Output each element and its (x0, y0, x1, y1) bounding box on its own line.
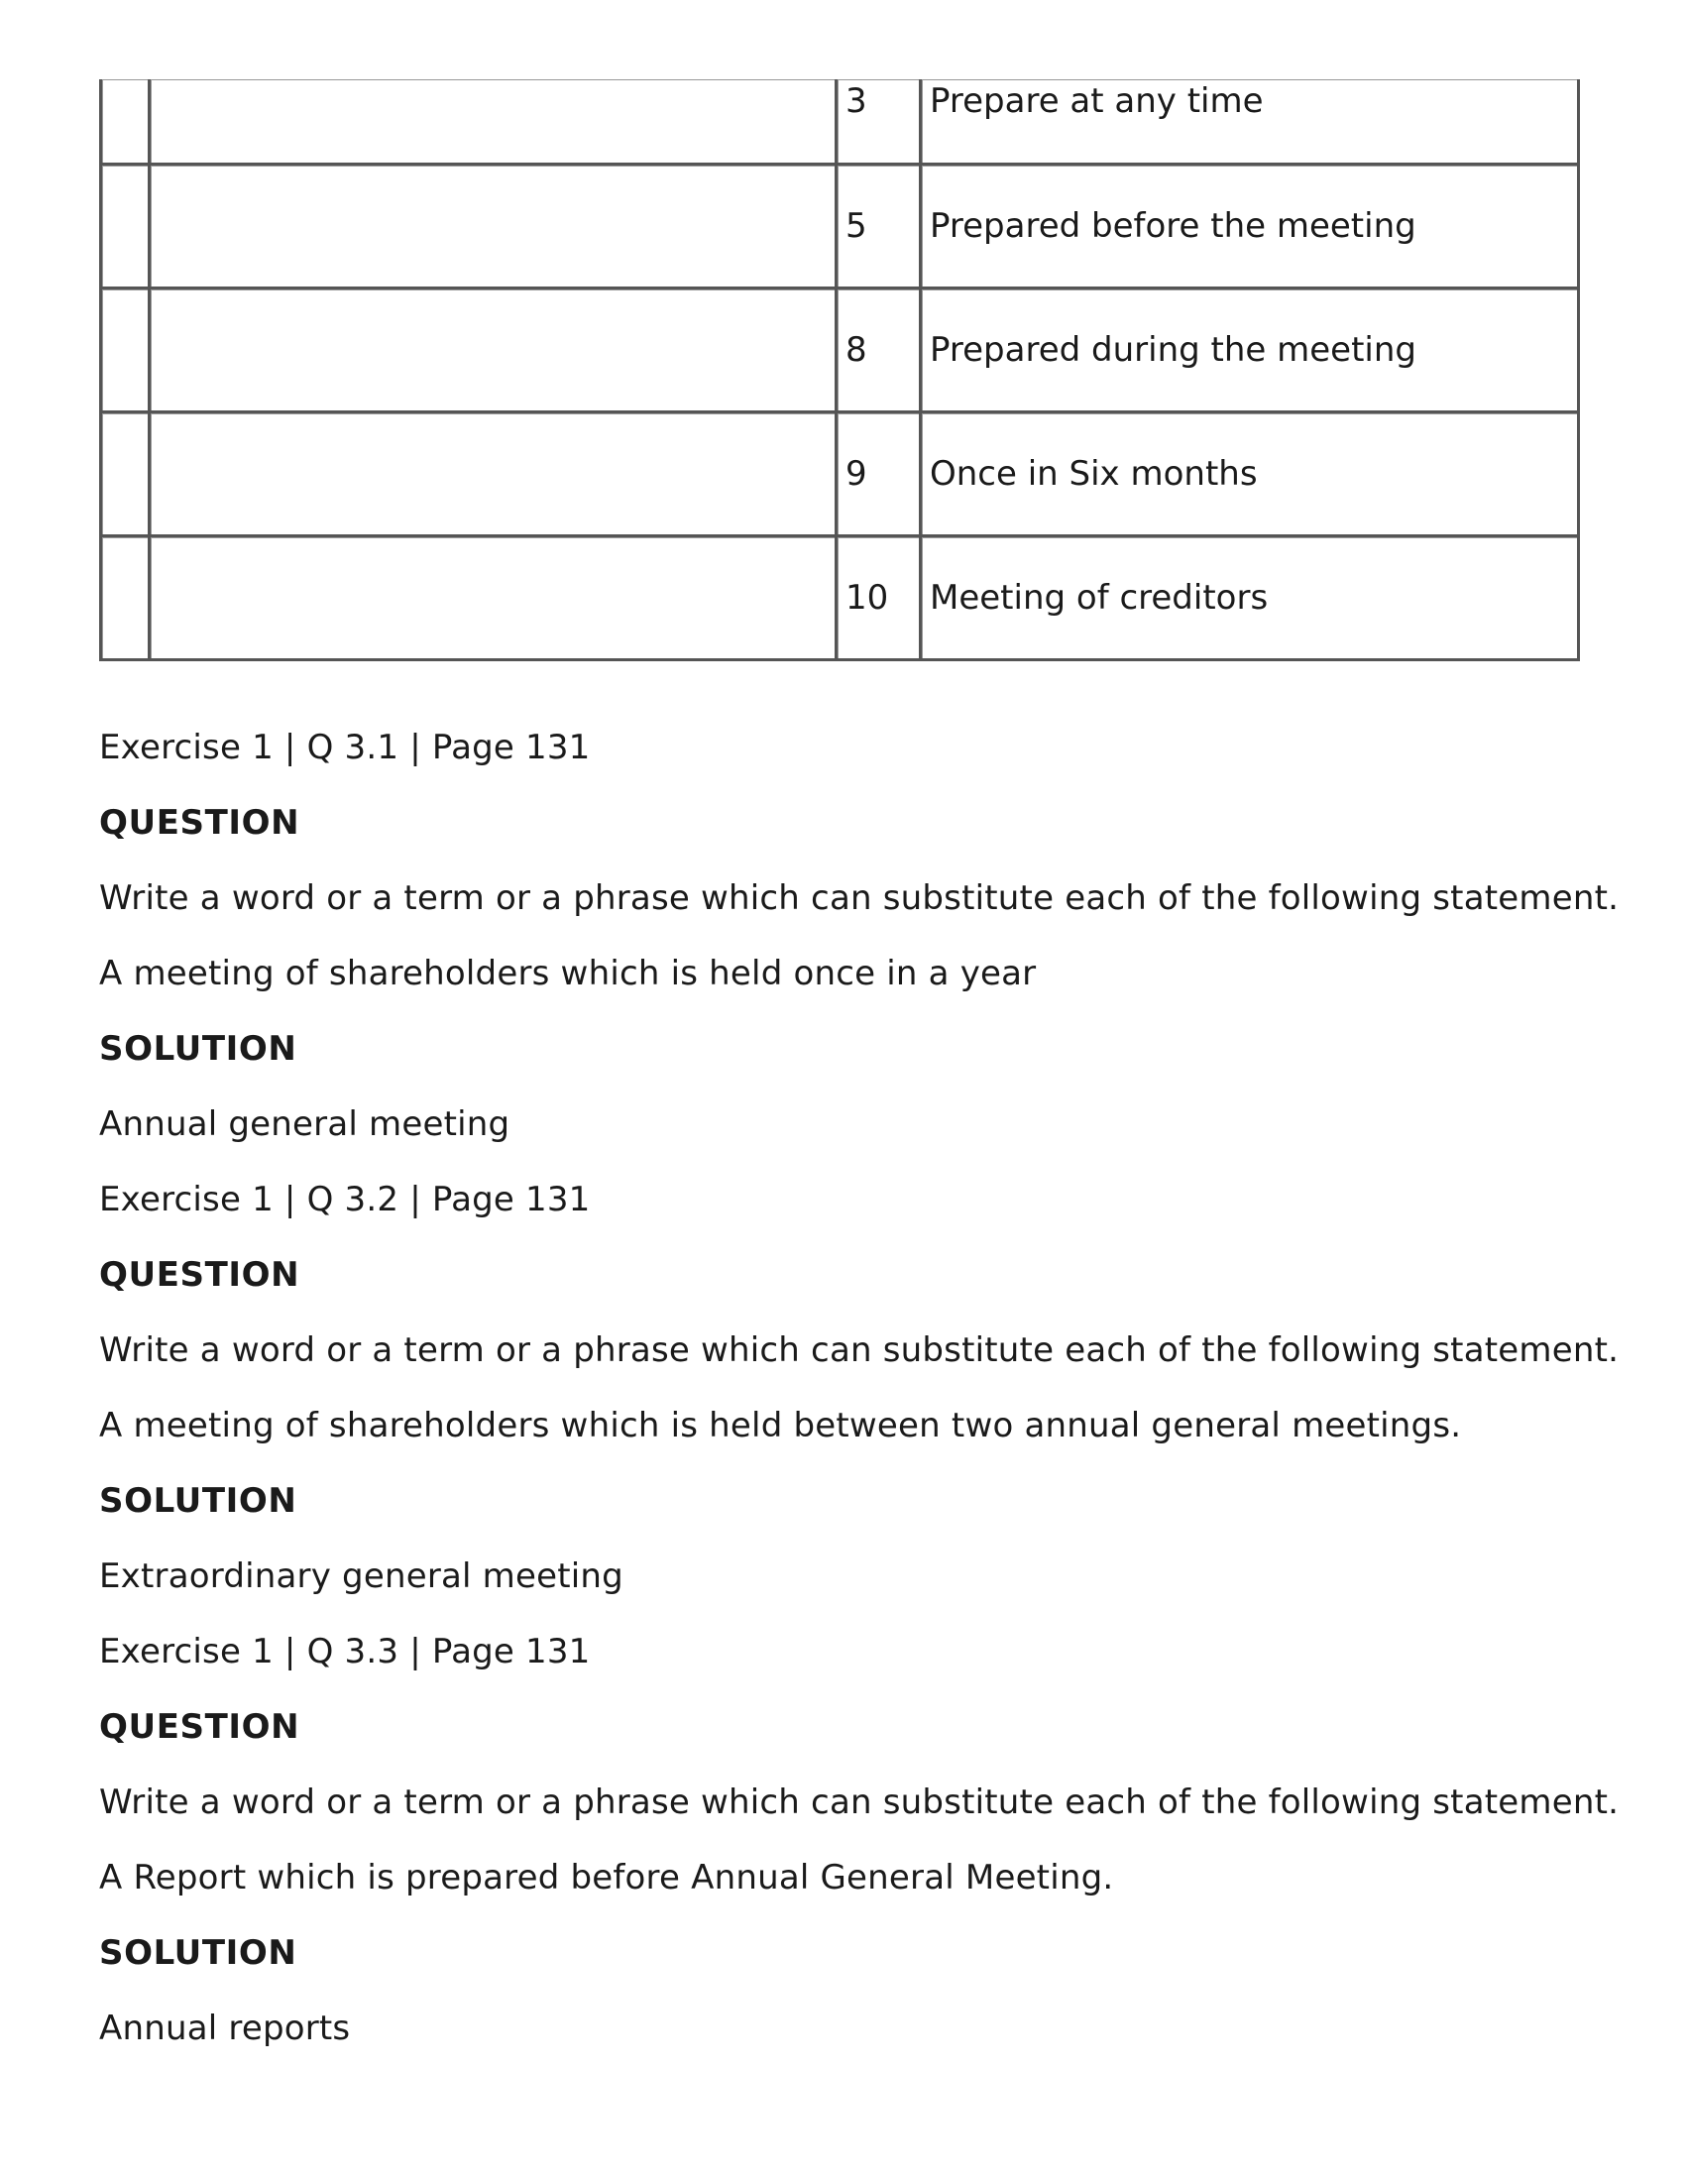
exercise-reference: Exercise 1 | Q 3.3 | Page 131 (99, 1632, 591, 1671)
table-cell-text: Prepare at any time (922, 79, 1577, 166)
table-cell-number: 3 (838, 79, 922, 166)
table-cell-blank (151, 166, 838, 289)
table-cell-blank (151, 289, 838, 413)
question-heading: QUESTION (99, 1255, 300, 1295)
question-block (99, 710, 1620, 1162)
question-block (99, 1614, 1620, 2066)
table-row (102, 289, 1577, 413)
exercise-reference: Exercise 1 | Q 3.2 | Page 131 (99, 1180, 591, 1219)
table-cell-blank (151, 537, 838, 658)
table-cell-number: 10 (838, 537, 922, 658)
question-instruction: Write a word or a term or a phrase which can substitute each of the following statement. (99, 1330, 1620, 1370)
question-statement: A meeting of shareholders which is held once in a year (99, 954, 1037, 993)
table-cell-blank (151, 79, 838, 166)
table-row (102, 166, 1577, 289)
solution-answer: Annual reports (99, 2009, 351, 2048)
solution-answer: Annual general meeting (99, 1104, 510, 1144)
table-cell-number: 9 (838, 413, 922, 537)
table-cell-number: 8 (838, 289, 922, 413)
solution-answer: Extraordinary general meeting (99, 1556, 623, 1596)
question-heading: QUESTION (99, 1707, 300, 1747)
table-cell-blank (102, 413, 151, 537)
table-cell-text: Prepared before the meeting (922, 166, 1577, 289)
table-row (102, 537, 1577, 658)
table-cell-blank (102, 537, 151, 658)
question-instruction: Write a word or a term or a phrase which can substitute each of the following statement. (99, 1782, 1620, 1822)
solution-heading: SOLUTION (99, 1933, 297, 1973)
question-statement: A meeting of shareholders which is held between two annual general meetings. (99, 1406, 1462, 1445)
exercise-reference: Exercise 1 | Q 3.1 | Page 131 (99, 728, 591, 767)
table-cell-text: Once in Six months (922, 413, 1577, 537)
question-block (99, 1162, 1620, 1614)
table-cell-number: 5 (838, 166, 922, 289)
question-heading: QUESTION (99, 803, 300, 843)
table-cell-blank (102, 289, 151, 413)
solution-heading: SOLUTION (99, 1481, 297, 1521)
table-row (102, 413, 1577, 537)
question-instruction: Write a word or a term or a phrase which can substitute each of the following statement. (99, 878, 1620, 918)
table-cell-blank (151, 413, 838, 537)
table-cell-text: Prepared during the meeting (922, 289, 1577, 413)
question-list (99, 710, 1620, 2066)
table-cell-blank (102, 166, 151, 289)
table-cell-blank (102, 79, 151, 166)
table-cell-text: Meeting of creditors (922, 537, 1577, 658)
question-statement: A Report which is prepared before Annual General Meeting. (99, 1858, 1114, 1897)
match-table (99, 79, 1580, 661)
solution-heading: SOLUTION (99, 1029, 297, 1069)
table-row (102, 79, 1577, 166)
